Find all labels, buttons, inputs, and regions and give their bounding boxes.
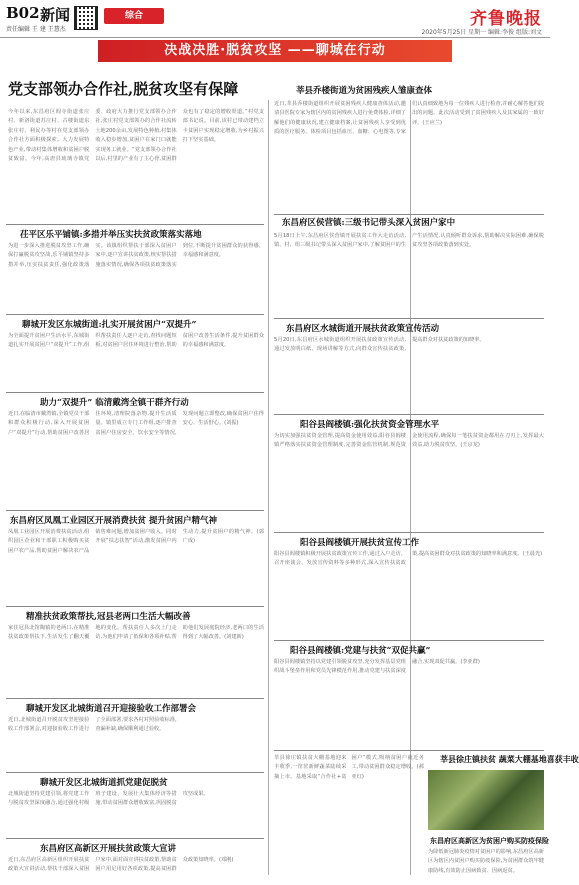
divider	[6, 838, 264, 839]
divider	[6, 224, 264, 225]
article-body: 为全面提升贫困户生活水平,东城街道扎实开展贫困户“双提升”工作,组织帮扶责任人逐户走访,查找问题短板,对贫困户居住环境进行整治,帮助贫困户改善生活条件,提升贫困群众的幸福感和满意度。	[8, 333, 264, 349]
divider	[6, 510, 264, 511]
headline: 东昌府区水城街道开展扶贫政策宣传活动	[286, 324, 440, 334]
headline: 东昌府区高新区为贫困户购买防疫保险	[430, 836, 549, 845]
qr-code-pattern	[77, 9, 95, 27]
headline: 东昌府区侯营镇:三级书记带头深入贫困户家中	[282, 218, 456, 228]
masthead	[0, 0, 550, 38]
article-body: 近日,莘县乔楼街道组织开展贫困残疾人健康查体活动,邀请县医院专家为辖区内的贫困残疾人进行免费体检,详细了解他们的健康状况,建立健康档案,让贫困残疾人享受到优质的医疗服务。体检项目包括血压、血糖、心电图等,专家们认真细致地为每一位残疾人进行检查,并耐心解答他们提出的问题。此次活动受到了贫困残疾人及其家属的一致好评。(王应兰)	[274, 101, 544, 136]
headline: 聊城开发区北城街道召开迎接验收工作部署会	[26, 704, 197, 714]
headline: 聊城开发区北城街道抓党建促脱贫	[40, 778, 168, 788]
divider	[6, 698, 264, 699]
article-body: 为切实加强扶贫资金管理,提高资金使用效益,阳谷县阎楼镇严格落实扶贫资金管理制度,完善资金监管机制,规范资金使用流程,确保每一笔扶贫资金都用在刀刃上,发挥最大效益,助力脱贫攻坚。(王京龙)	[274, 433, 544, 449]
column-divider	[268, 100, 269, 875]
headline: 茌平区乐平铺镇:多措并举压实扶贫政策落实落地	[20, 230, 202, 240]
article-body: 近日,东昌府区高新区组织开展扶贫政策大宣讲活动,帮扶干部深入贫困户家中,面对面宣讲扶贫政策,帮助贫困户用足用好各项政策,提高贫困群众政策知晓率。(邓刚)	[8, 857, 234, 873]
headline: 阳谷县阎楼镇:党建与扶贫“双促共赢”	[290, 646, 431, 656]
divider	[6, 772, 264, 773]
article-body: 家住冠县北馆陶镇的老两口,在精准扶贫政策帮扶下,生活发生了翻天覆地的变化。帮扶责任人多次上门走访,为他们申请了低保和各项补贴,帮助他们发展庭院经济,老两口的生活得到了大幅改善。(刘建新)	[8, 625, 264, 641]
divider	[6, 392, 264, 393]
article-body: 莘县徐庄镇扶贫大棚基地迎来丰收季,一筐筐新鲜蔬菜陆续采摘上市。基地采取“合作社+贫困户”模式,吸纳贫困户就近务工,带动贫困群众稳定增收。(郝亚红)	[274, 755, 424, 780]
divider	[274, 318, 544, 319]
headline: 精准扶贫政策帮扶,冠县老两口生活大幅改善	[26, 612, 191, 622]
article-body: 为降低新冠肺炎疫情对贫困户的影响,东昌府区高新区为辖区内贫困户购买防疫保险,为贫困群众筑牢健康防线,有效防止因病致贫、因病返贫。	[428, 849, 544, 874]
editor-line: 责任编辑 王 建 王慧杰	[6, 26, 66, 33]
divider	[274, 640, 544, 641]
headline: 东昌府区凤凰工业园区开展消费扶贫 提升贫困户精气神	[10, 516, 217, 526]
article-body: 凤凰工业园区开展消费扶贫活动,组织园区企业和干部职工积极购买贫困户农产品,帮助贫困户解决农产品销售难问题,增加贫困户收入。同时开展“扶志扶智”活动,激发贫困户内生动力,提升贫困户的精气神。(郭广成)	[8, 529, 264, 554]
headline: 助力“双提升” 临清戴湾全镇干群齐行动	[40, 398, 189, 408]
article-body: 阳谷县阎楼镇坚持以党建引领脱贫攻坚,充分发挥基层党组织战斗堡垒作用和党员先锋模范作用,推动党建与扶贫深度融合,实现双促共赢。(李亚群)	[274, 659, 480, 675]
section-title: 新闻	[40, 6, 71, 24]
headline: 聊城开发区东城街道:扎实开展贫困户“双提升”	[22, 320, 197, 330]
article-body: 为进一步深入推进脱贫攻坚工作,确保打赢脱贫攻坚战,乐平铺镇坚持多措并举,压实扶贫责任,强化政策落实。该镇组织帮扶干部深入贫困户家中,逐户宣讲扶贫政策,核实帮扶措施落实情况,确保各项扶贫政策落实到位,不断提升贫困群众的获得感、幸福感和满意度。	[8, 243, 264, 268]
divider	[6, 606, 264, 607]
page-number: B02	[6, 4, 40, 22]
feature-banner-title: 决战决胜·脱贫攻坚 ——聊城在行动	[164, 43, 386, 58]
divider	[6, 314, 264, 315]
divider	[274, 750, 544, 751]
issue-meta: 2020年5月25日 星期一 编辑:李俊 组版:刘文	[421, 29, 542, 36]
divider	[274, 414, 544, 415]
headline-lead: 党支部领办合作社,脱贫攻坚有保障	[8, 80, 239, 98]
section-badge: 综合	[104, 8, 164, 24]
divider	[274, 532, 544, 533]
article-body: 5月20日,东昌府区水城街道组织开展扶贫政策宣传活动,通过发放明白纸、现场讲解等方式,向群众宣传扶贫政策,提高群众对扶贫政策的知晓率。	[274, 337, 485, 353]
article-body: 近日,在临清市戴湾镇,全镇党员干部和群众积极行动,深入开展贫困户“双提升”行动,帮助贫困户改善居住环境,清理院落杂物,提升生活质量。镇里成立专门工作组,逐户排查贫困户住房安全、饮水安全等情况,发现问题立即整改,确保贫困户住得安心、生活舒心。(刘振)	[8, 411, 264, 436]
headline: 阳谷县阎楼镇开展扶贫宣传工作	[300, 538, 420, 548]
article-body: 阳谷县阎楼镇积极开展扶贫政策宣传工作,通过入户走访、召开座谈会、发放宣传资料等多种形式,深入宣传扶贫政策,提高贫困群众对扶贫政策的知晓率和满意度。(王晨光)	[274, 551, 543, 567]
article-body: 北城街道坚持党建引领,将党建工作与脱贫攻坚深度融合,通过强化村级班子建设、发展壮大集体经济等措施,带动贫困群众增收致富,巩固脱贫攻坚成果。	[8, 791, 209, 807]
article-body: 5月18日上午,东昌府区侯营镇开展扶贫工作大走访活动,镇、村、组三级书记带头深入贫困户家中,了解贫困户的生产生活情况,认真倾听群众诉求,帮助解决实际困难,确保脱贫攻坚各项政策落到实处。	[274, 233, 544, 249]
headline: 莘县乔楼街道为贫困残疾人雏康查体	[296, 86, 433, 96]
headline: 东昌府区高新区开展扶贫政策大宣讲	[40, 844, 177, 854]
headline: 莘县徐庄镇扶贫 蔬菜大棚基地喜获丰收	[440, 754, 579, 764]
headline: 阳谷县阎楼镇:强化扶贫资金管理水平	[300, 420, 440, 430]
vegetable-greenhouse-photo	[428, 770, 544, 830]
divider	[274, 214, 544, 215]
newspaper-logo: 齐鲁晚报	[470, 9, 542, 29]
article-body: 近日,北城街道召开脱贫攻坚迎接验收工作部署会,对迎接验收工作进行了全面部署,要求各村对照验收标准,查漏补缺,确保顺利通过验收。	[8, 717, 177, 733]
article-body: 今年以来,东昌府区阎寺街道张庄村、新洛街道苏庄村、古楼街道东张庄村、利民办等村在党支部领办合作社方面积极探索。大力发展特色产业,带动村集体增收和贫困户脱贫致富。今年,高唐县琉璃寺镇党委、政府大力推行党支部领办合作社,张庄村党支部领办的合作社流转土地200余亩,发展特色种植,村集体收入稳步增加,贫困户在家门口就能实现务工就业。“党支部领办合作社以后,村里的产业有了主心骨,贫困群众也有了稳定的增收渠道。”村党支部书记说。目前,该村已带动建档立卡贫困户实现稳定增收,为乡村振兴打下坚实基础。	[8, 109, 264, 163]
